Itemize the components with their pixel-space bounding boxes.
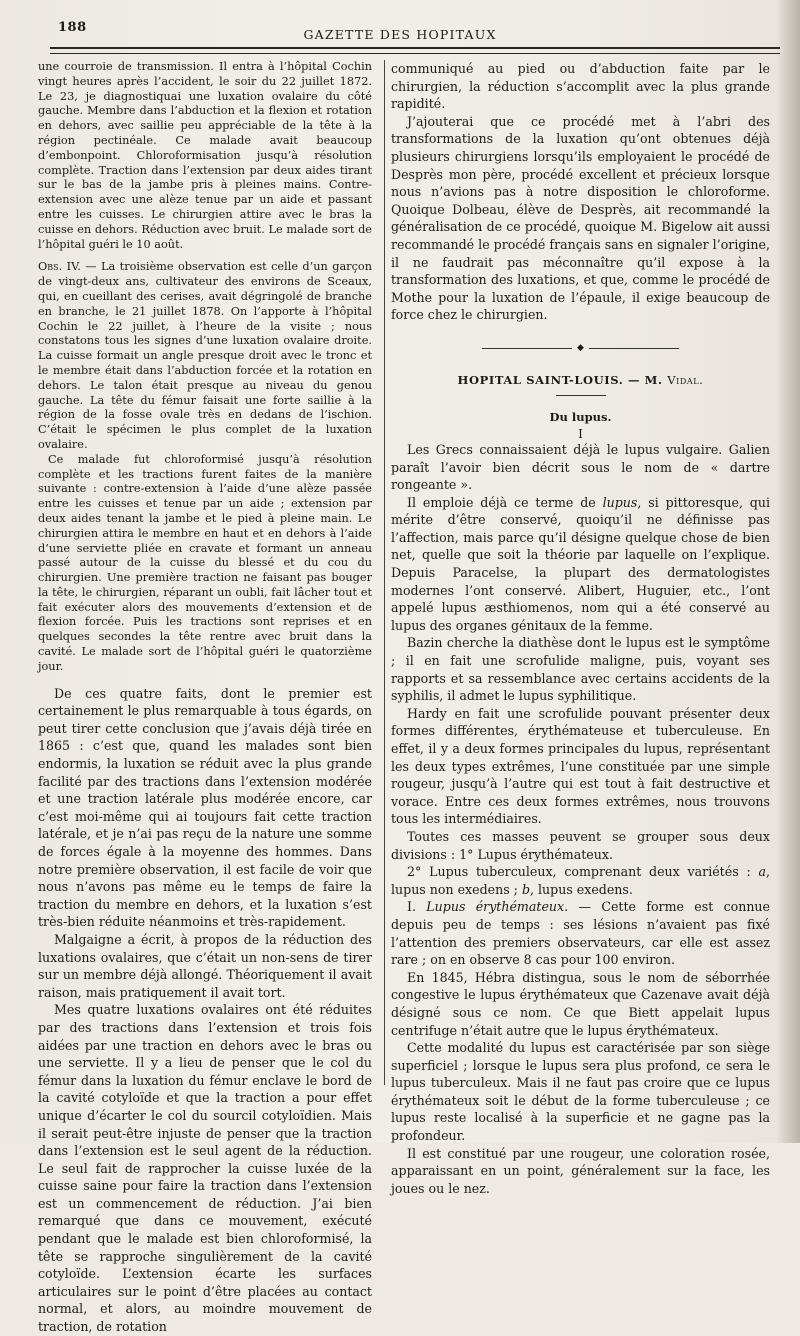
header-rule-thick [50, 47, 780, 49]
tub-letter-b: b [521, 881, 530, 897]
right-top-text [391, 60, 770, 324]
section-title: Du lupus. [549, 409, 612, 424]
left-column [38, 60, 372, 1336]
paragraph-tuberculeux [391, 863, 770, 898]
doctor-name: Vidal. [667, 372, 704, 387]
tub-part-a: 2° Lupus tuberculeux, comprenant deux variétés : [407, 864, 759, 880]
paragraph-erythemateux [391, 898, 770, 968]
paragraph-1845: En 1845, Hébra distingua, sous le nom de séborrhée congestive le lupus érythémateux que Cazenave avait déjà désigné sous ce nom. Ce que Biett appelait lupus centrifuge n’était autre que le lupus érythémateux. [391, 969, 770, 1038]
tub-part-c: , lupus exedens. [530, 881, 633, 897]
short-rule [556, 395, 606, 396]
observation-notes [38, 60, 372, 675]
hospital-heading [391, 373, 770, 387]
obs4-text: — La troisième observation est celle d’un garçon de vingt-deux ans, cultivateur des environs de Sceaux, qui, en cueillant des cerises, avait dégringolé de branche en branche, le 21 juillet 1878. On l’apporte à l’hôpital Cochin le 22 juillet, à l’heure de la visite ; nous constatons tous les signes d’une luxation ovalaire droite. La cuisse formait un angle presque droit avec le tronc et le membre était dans l’abduction forcée et la rotation en dehors. Le talon était presque au niveau du genou gauche. La tête du fémur faisait une forte saillie à la région de la fosse ovale très en dedans de l’ischion. C’était le spécimen le plus complet de la luxation ovalaire. [38, 260, 372, 451]
section-number: I [578, 426, 583, 441]
header-rule-thin [50, 53, 780, 54]
tub-part-b: , lupus non exedens ; [391, 864, 770, 897]
emploie-part-b: , si pittoresque, qui mérite d’être conservé, quoiqu’il ne définisse pas l’affection, mais parce qu’il désigne quelque chose de bien net, quelle que soit la théorie par laquelle on l’explique. Depuis Paracelse, la plupart des dermatologistes modernes l’ont conservé. Alibert, Huguier, etc., l’ont appelé lupus æsthiomenos, nom qui a été conservé au lupus des organes génitaux de la femme. [391, 494, 771, 633]
erythem-title: Lupus érythémateux. [426, 899, 569, 915]
paragraph-conclusion: De ces quatre faits, dont le premier est certainement le plus remarquable à tous égards, on peut tirer cette conclusion que j’avais déjà tirée en 1865 : c’est que, quand les malades sont bien endormis, la luxation se réduit avec la plus grande facilité par des tractions dans l’extension modérée et une traction latérale plus modérée encore, car c’est moi-même qui ai toujours fait cette traction latérale, et je n’ai pas reçu de la nature une somme de forces égale à la moyenne des hommes. Dans notre première observation, il est facile de voir que nous n’avons pas même eu le temps de faire la traction du membre en dehors, et la luxation s’est très-bien réduite néanmoins et très-rapidement. [38, 685, 372, 930]
paragraph-toutes: Toutes ces masses peuvent se grouper sous deux divisions : 1° Lupus érythémateux. [391, 828, 770, 862]
tub-letter-a: a [758, 864, 766, 880]
lupus-text [391, 441, 770, 1198]
journal-title: GAZETTE DES HOPITAUX [303, 27, 497, 42]
paragraph-modalite: Cette modalité du lupus est caractérisée par son siège superficiel ; lorsque le lupus sera plus profond, ce sera le lupus tuberculeux. Mais il ne faut pas croire que ce lupus érythémateux soit le début de la forme tuberculeuse ; ce lupus reste localisé à la superficie et ne gagne pas la profondeur. [391, 1040, 770, 1144]
discussion-text [38, 685, 372, 1336]
paragraph-bazin: Bazin cherche la diathèse dont le lupus est le symptôme ; il en fait une scrofulide maligne, puis, voyant ses rapports et sa ressemblance avec certains accidents de la syphilis, il admet le lupus syphilitique. [391, 635, 770, 704]
column-divider [384, 60, 385, 1085]
paragraph-quatre-luxations: Mes quatre luxations ovalaires ont été réduites par des tractions dans l’extension et trois fois aidées par une traction en dehors avec le bras ou une serviette. Il y a lieu de penser que le col du fémur dans la luxation du fémur enclave le bord de la cavité cotyloïde et que la traction a pour effet unique d’écarter le col du sourcil cotyloïdien. Mais il serait peut-être injuste de penser que la traction dans l’extension est le seul agent de la réduction. Le seul fait de rapprocher la cuisse luxée de la cuisse saine pour faire la traction dans l’extension est un commencement de réduction. J’ai bien remarqué que dans ce mouvement, exécuté pendant que le malade est bien chloroformisé, la tête se rapproche singulièrement de la cavité cotyloïde. L’extension écarte les surfaces articulaires sur le point d’être placées au contact normal, et alors, au moindre mouvement de traction, de rotation [38, 1002, 372, 1335]
obs3-paragraph: une courroie de transmission. Il entra à l’hôpital Cochin vingt heures après l’accident, le soir du 22 juillet 1872. Le 23, je diagnostiquai une luxation ovalaire du côté gauche. Membre dans l’abduction et la flexion et rotation en dehors, avec saillie peu appréciable de la tête à la région pectinéale. Ce malade avait beaucoup d’embonpoint. Chloroformisation jusqu’à résolution complète. Traction dans l’extension par deux aides tirant sur le bas de la jambe pris à pleines mains. Contre-extension avec une alèze tenue par un aide et passant entre les cuisses. Le chirurgien attire avec le bras la cuisse en dehors. Réduction avec bruit. Le malade sort de l’hôpital guéri le 10 août. [38, 60, 372, 251]
section-ornament: ◆ [391, 338, 770, 357]
paragraph-ajouterai: J’ajouterai que ce procédé met à l’abri des transformations de la luxation qu’ont obtenues déjà plusieurs chirurgiens lorsqu’ils employaient le procédé de Desprès mon père, procédé excellent et précieux lorsque nous n’avions pas à notre disposition le chloroforme. Quoique Dolbeau, élève de Desprès, ait recommandé la généralisation de ce procédé, quoique M. Bigelow ait aussi recommandé le procédé français sans en signaler l’origine, il ne faudrait pas méconnaître qu’il expose à la transformation des luxations, et que, comme le procédé de Mothe pour la luxation de l’épaule, il exige beaucoup de force chez le chirurgien. [391, 113, 770, 323]
obs4-paragraph-1 [38, 260, 372, 452]
page-number: 188 [58, 20, 87, 35]
paragraph-malgaigne: Malgaigne a écrit, à propos de la réduction des luxations ovalaires, que c’était un non-sens de tirer sur un membre déjà allongé. Théoriquement il avait raison, mais pratiquement il avait tort. [38, 931, 372, 1000]
erythem-rest: — Cette forme est connue depuis peu de temps : ses lésions n’avaient pas fixé l’attention des premiers observateurs, car elle est assez rare ; on en observe 8 cas pour 100 environ. [391, 899, 770, 968]
emploie-part-a: Il emploie déjà ce terme de [407, 494, 603, 510]
paragraph-emploie [391, 494, 770, 635]
obs4-paragraph-2: Ce malade fut chloroformisé jusqu’à résolution complète et les tractions furent faites de la manière suivante : contre-extension à l’aide d’une alèze passée entre les cuisses et tenue par un aide ; extension par deux aides tenant la jambe et le pied à pleine main. Le chirurgien attira le membre en haut et en dehors à l’aide d’une serviette pliée en cravate et formant un anneau passé autour de la cuisse du blessé et du cou du chirurgien. Une première traction ne faisant pas bouger la tête, le chirurgien, réparant un oubli, fait lâcher tout et fait exécuter alors des mouvements d’extension et de flexion forcée. Puis les tractions sont reprises et en quelques secondes la tête rentre avec bruit dans la cavité. Le malade sort de l’hôpital guéri le quatorzième jour. [38, 452, 372, 673]
paragraph-grecs: Les Grecs connaissaient déjà le lupus vulgaire. Galien paraît l’avoir bien décrit sous le nom de « dartre rongeante ». [391, 441, 770, 493]
hospital-name: HOPITAL SAINT-LOUIS. — M. [457, 372, 668, 387]
paragraph-constitue: Il est constitué par une rougeur, une coloration rosée, apparaissant en un point, généralement sur la face, les joues ou le nez. [391, 1145, 770, 1196]
erythem-num: I. [407, 899, 427, 915]
emploie-italic: lupus [602, 494, 638, 510]
right-column [391, 60, 770, 1197]
paragraph-hardy: Hardy en fait une scrofulide pouvant présenter deux formes différentes, érythémateuse et tuberculeuse. En effet, il y a deux formes principales du lupus, représentant les deux types extrêmes, l’une constituée par une simple rougeur, jusqu’à l’autre qui est tout à fait destructive et vorace. Entre ces deux formes extrêmes, nous trouvons tous les intermédiaires. [391, 705, 770, 827]
continued-paragraph: communiqué au pied ou d’abduction faite par le chirurgien, la réduction s’accomplit avec la plus grande rapidité. [391, 61, 770, 112]
obs4-label: Obs. IV. [38, 260, 81, 274]
